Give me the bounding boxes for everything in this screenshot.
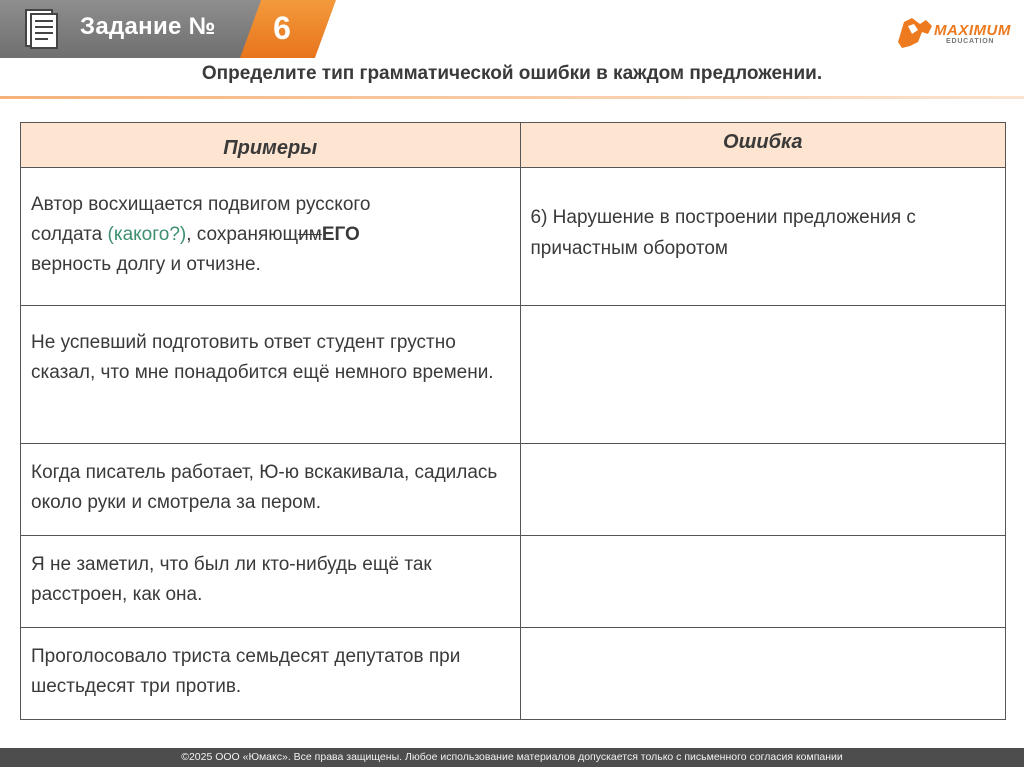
table-row [21,628,1006,720]
question-hint: (какого?) [107,224,187,245]
example-cell: Я не заметил, что был ли кто-нибудь ещё так расстроен, как она. [21,536,521,628]
header-error: Ошибка [520,123,1006,168]
copyright-footer: ©2025 ООО «Юмакс». Все права защищены. Любое использование материалов допускается только с письменного согласия компании [0,748,1024,767]
example-cell [21,168,521,306]
table-row [21,306,1006,444]
example-text: , сохраняющ [186,224,299,245]
error-cell[interactable] [520,628,1006,720]
document-icon [24,8,58,50]
table-row [21,444,1006,536]
example-text: верность долгу и отчизне. [31,254,261,275]
example-text: солдата [31,224,108,245]
example-cell: Не успевший подготовить ответ студент грустно сказал, что мне понадобится ещё немного времени. [21,306,521,444]
header-divider [0,96,1024,99]
struck-ending: им [298,224,322,245]
error-cell[interactable] [520,306,1006,444]
logo-subtitle: EDUCATION [946,38,995,45]
logo-name: MAXIMUM [934,22,1011,39]
example-cell: Проголосовало триста семьдесят депутатов при шестьдесят три против. [21,628,521,720]
corrected-ending: ЕГО [321,224,360,245]
example-cell: Когда писатель работает, Ю-ю вскакивала, садилась около руки и смотрела за пером. [21,444,521,536]
table-row [21,536,1006,628]
task-banner [0,0,340,58]
task-label: Задание № [80,13,216,40]
error-cell[interactable] [520,444,1006,536]
grammar-errors-table [20,122,1006,720]
example-text: Автор восхищается подвигом русского [31,194,371,215]
header-examples: Примеры [21,123,521,168]
task-number: 6 [273,10,291,46]
error-cell: 6) Нарушение в построении предложения с причастным оборотом [520,168,1006,306]
table-row [21,168,1006,306]
table-header-row [21,123,1006,168]
error-cell[interactable] [520,536,1006,628]
instruction-text: Определите тип грамматической ошибки в каждом предложении. [201,63,823,84]
